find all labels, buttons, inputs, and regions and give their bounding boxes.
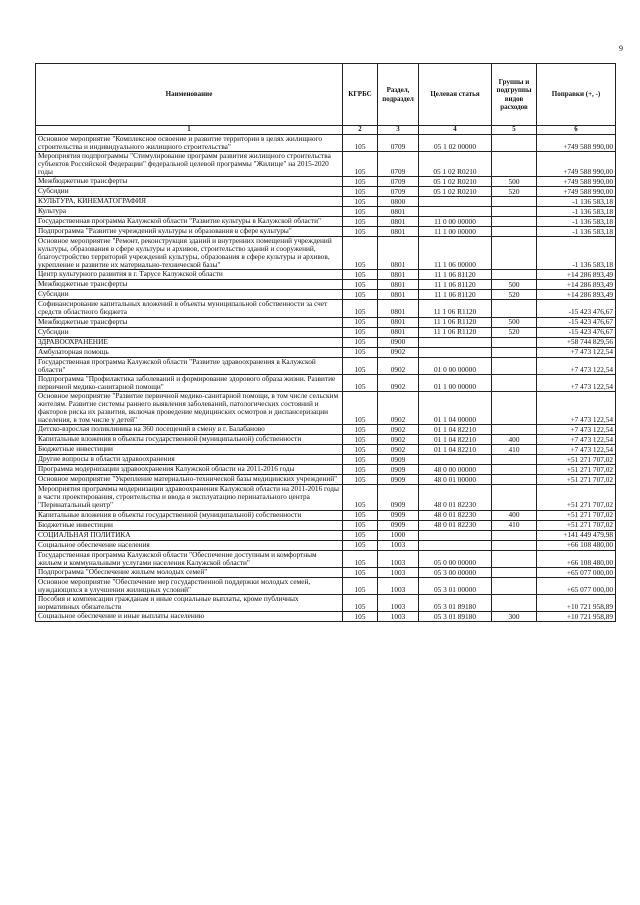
kgrbs-cell: 105 [343, 196, 378, 206]
table-row [36, 151, 616, 176]
amount-cell: +7 473 122,54 [537, 347, 616, 357]
gruppa-cell: 520 [492, 186, 537, 196]
tselevaya-statya-cell: 05 1 02 R0210 [419, 186, 492, 196]
amount-cell: -1 136 583,18 [537, 196, 616, 206]
kgrbs-cell: 105 [343, 485, 378, 510]
gruppa-cell [492, 357, 537, 374]
gruppa-cell [492, 134, 537, 151]
razdel-cell: 0902 [378, 435, 419, 445]
kgrbs-cell: 105 [343, 327, 378, 337]
tselevaya-statya-cell: 05 1 02 00000 [419, 134, 492, 151]
row-name-cell: Подпрограмма "Профилактика заболеваний и формирование здорового образа жизни. Развитие первичной медико-санитарной помощи" [36, 374, 343, 391]
table-row [36, 236, 616, 269]
amount-cell: +141 449 479,98 [537, 530, 616, 540]
kgrbs-cell: 105 [343, 176, 378, 186]
gruppa-cell: 410 [492, 445, 537, 455]
amount-cell: -15 423 476,67 [537, 317, 616, 327]
column-number: 4 [419, 126, 492, 135]
header-gruppy: Группы и подгруппы видов расходов [492, 64, 537, 126]
gruppa-cell: 300 [492, 612, 537, 622]
kgrbs-cell: 105 [343, 445, 378, 455]
razdel-cell: 0709 [378, 186, 419, 196]
amount-cell: +7 473 122,54 [537, 435, 616, 445]
amount-cell: +66 108 480,00 [537, 540, 616, 550]
tselevaya-statya-cell: 01 1 04 82210 [419, 435, 492, 445]
table-row [36, 612, 616, 622]
kgrbs-cell: 105 [343, 465, 378, 475]
row-name-cell: Основное мероприятие "Комплексное освоение и развитие территории в целях жилищного строительства и индивидуального жилищного строительства" [36, 134, 343, 151]
tselevaya-statya-cell: 01 1 04 82210 [419, 445, 492, 455]
row-name-cell: СОЦИАЛЬНАЯ ПОЛИТИКА [36, 530, 343, 540]
razdel-cell: 0801 [378, 226, 419, 236]
tselevaya-statya-cell [419, 196, 492, 206]
table-row [36, 445, 616, 455]
tselevaya-statya-cell: 11 1 06 81120 [419, 270, 492, 280]
gruppa-cell [492, 594, 537, 611]
gruppa-cell [492, 300, 537, 317]
kgrbs-cell: 105 [343, 594, 378, 611]
amount-cell: +7 473 122,54 [537, 374, 616, 391]
budget-amendments-table [35, 63, 616, 622]
amount-cell: +749 588 990,00 [537, 151, 616, 176]
table-row [36, 455, 616, 465]
gruppa-cell: 500 [492, 176, 537, 186]
razdel-cell: 0909 [378, 475, 419, 485]
table-row [36, 300, 616, 317]
tselevaya-statya-cell: 11 1 06 R1120 [419, 327, 492, 337]
razdel-cell: 0800 [378, 196, 419, 206]
tselevaya-statya-cell: 11 1 06 00000 [419, 236, 492, 269]
razdel-cell: 0902 [378, 425, 419, 435]
row-name-cell: Субсидии [36, 327, 343, 337]
row-name-cell: Культура [36, 206, 343, 216]
table-row [36, 567, 616, 577]
table-row [36, 550, 616, 567]
row-name-cell: Субсидии [36, 186, 343, 196]
row-name-cell: Межбюджетные трансферты [36, 280, 343, 290]
kgrbs-cell: 105 [343, 134, 378, 151]
tselevaya-statya-cell [419, 540, 492, 550]
razdel-cell: 0909 [378, 510, 419, 520]
table-row [36, 347, 616, 357]
tselevaya-statya-cell: 11 1 06 R1120 [419, 300, 492, 317]
kgrbs-cell: 105 [343, 425, 378, 435]
gruppa-cell [492, 206, 537, 216]
tselevaya-statya-cell: 01 1 00 00000 [419, 374, 492, 391]
tselevaya-statya-cell [419, 337, 492, 347]
tselevaya-statya-cell: 05 0 00 00000 [419, 550, 492, 567]
gruppa-cell [492, 485, 537, 510]
gruppa-cell [492, 550, 537, 567]
gruppa-cell [492, 425, 537, 435]
amount-cell: +749 588 990,00 [537, 134, 616, 151]
row-name-cell: Мероприятия подпрограммы "Стимулирование программ развития жилищного строительства субъектов Российской Федерации" федеральной целевой программы "Жилище" на 2015-2020 годы [36, 151, 343, 176]
kgrbs-cell: 105 [343, 151, 378, 176]
table-row [36, 134, 616, 151]
table-row [36, 317, 616, 327]
page-number: 9 [619, 44, 623, 53]
razdel-cell: 0709 [378, 134, 419, 151]
header-row [36, 64, 616, 126]
amount-cell: +51 271 707,02 [537, 485, 616, 510]
table-row [36, 337, 616, 347]
tselevaya-statya-cell: 01 0 00 00000 [419, 357, 492, 374]
razdel-cell: 0909 [378, 455, 419, 465]
row-name-cell: Основное мероприятие "Ремонт, реконструкция зданий и внутренних помещений учреждений культуры, образования в сфере культуры и архивов, строительство зданий и сооружений, благоустройство территорий учреждений культуры, образования в сфере культуры и архивов, укрепление и развитие их материально-технической базы" [36, 236, 343, 269]
table-row [36, 475, 616, 485]
tselevaya-statya-cell [419, 455, 492, 465]
header-kgrbs: КГРБС [343, 64, 378, 126]
row-name-cell: Основное мероприятие "Укрепление материально-технической базы медицинских учреждений" [36, 475, 343, 485]
razdel-cell: 0909 [378, 485, 419, 510]
row-name-cell: Субсидии [36, 290, 343, 300]
amount-cell: +51 271 707,02 [537, 520, 616, 530]
gruppa-cell: 400 [492, 510, 537, 520]
razdel-cell: 0902 [378, 391, 419, 424]
tselevaya-statya-cell: 48 0 01 82230 [419, 485, 492, 510]
column-number: 5 [492, 126, 537, 135]
column-number-row [36, 126, 616, 135]
gruppa-cell [492, 391, 537, 424]
razdel-cell: 1003 [378, 550, 419, 567]
table-row [36, 485, 616, 510]
amount-cell: +10 721 958,89 [537, 612, 616, 622]
row-name-cell: Другие вопросы в области здравоохранения [36, 455, 343, 465]
gruppa-cell: 520 [492, 290, 537, 300]
table-body [36, 134, 616, 622]
row-name-cell: Амбулаторная помощь [36, 347, 343, 357]
amount-cell: +51 271 707,02 [537, 455, 616, 465]
table-row [36, 290, 616, 300]
row-name-cell: Социальное обеспечение и иные выплаты населению [36, 612, 343, 622]
kgrbs-cell: 105 [343, 435, 378, 445]
razdel-cell: 1003 [378, 577, 419, 594]
amount-cell: +7 473 122,54 [537, 425, 616, 435]
row-name-cell: Пособия и компенсации гражданам и иные социальные выплаты, кроме публичных нормативных обязательств [36, 594, 343, 611]
razdel-cell: 1003 [378, 594, 419, 611]
kgrbs-cell: 105 [343, 337, 378, 347]
amount-cell: +51 271 707,02 [537, 510, 616, 520]
tselevaya-statya-cell: 11 1 06 81120 [419, 280, 492, 290]
kgrbs-cell: 105 [343, 317, 378, 327]
razdel-cell: 0902 [378, 445, 419, 455]
gruppa-cell [492, 374, 537, 391]
gruppa-cell: 400 [492, 435, 537, 445]
tselevaya-statya-cell [419, 347, 492, 357]
razdel-cell: 1000 [378, 530, 419, 540]
razdel-cell: 0801 [378, 236, 419, 269]
row-name-cell: Государственная программа Калужской области "Обеспечение доступным и комфортным жильем и коммунальными услугами населения Калужской области" [36, 550, 343, 567]
razdel-cell: 0801 [378, 327, 419, 337]
razdel-cell: 0801 [378, 317, 419, 327]
row-name-cell: Государственная программа Калужской области "Развитие здравоохранения в Калужской области" [36, 357, 343, 374]
kgrbs-cell: 105 [343, 577, 378, 594]
column-number: 1 [36, 126, 343, 135]
table-row [36, 520, 616, 530]
kgrbs-cell: 105 [343, 206, 378, 216]
column-number: 6 [537, 126, 616, 135]
gruppa-cell: 520 [492, 327, 537, 337]
kgrbs-cell: 105 [343, 186, 378, 196]
gruppa-cell [492, 216, 537, 226]
kgrbs-cell: 105 [343, 216, 378, 226]
table-row [36, 594, 616, 611]
kgrbs-cell: 105 [343, 300, 378, 317]
gruppa-cell [492, 196, 537, 206]
amount-cell: +7 473 122,54 [537, 445, 616, 455]
tselevaya-statya-cell: 11 1 06 81120 [419, 290, 492, 300]
razdel-cell: 0801 [378, 280, 419, 290]
column-number: 2 [343, 126, 378, 135]
tselevaya-statya-cell: 48 0 01 82230 [419, 520, 492, 530]
row-name-cell: Софинансирование капитальных вложений в объекты муниципальной собственности за счет средств областного бюджета [36, 300, 343, 317]
tselevaya-statya-cell: 11 1 00 00000 [419, 226, 492, 236]
amount-cell: +58 744 829,56 [537, 337, 616, 347]
row-name-cell: Государственная программа Калужской области "Развитие культуры в Калужской области" [36, 216, 343, 226]
gruppa-cell: 500 [492, 280, 537, 290]
table-row [36, 435, 616, 445]
header-popravki: Поправки (+, -) [537, 64, 616, 126]
tselevaya-statya-cell: 05 3 01 89180 [419, 594, 492, 611]
row-name-cell: Подпрограмма "Развитие учреждений культуры и образования в сфере культуры" [36, 226, 343, 236]
razdel-cell: 0900 [378, 337, 419, 347]
row-name-cell: Мероприятия программы модернизации здравоохранения Калужской области на 2011-2016 годы в части проектирования, строительства и ввода в эксплуатацию перинатального центра "Перинатальный центр" [36, 485, 343, 510]
razdel-cell: 0801 [378, 270, 419, 280]
amount-cell: +66 108 480,00 [537, 550, 616, 567]
tselevaya-statya-cell [419, 530, 492, 540]
razdel-cell: 0909 [378, 520, 419, 530]
kgrbs-cell: 105 [343, 455, 378, 465]
header-name: Наименование [36, 64, 343, 126]
tselevaya-statya-cell: 48 0 01 00000 [419, 475, 492, 485]
kgrbs-cell: 105 [343, 280, 378, 290]
razdel-cell: 0801 [378, 216, 419, 226]
kgrbs-cell: 105 [343, 347, 378, 357]
kgrbs-cell: 105 [343, 567, 378, 577]
table-row [36, 280, 616, 290]
table-row [36, 510, 616, 520]
gruppa-cell: 410 [492, 520, 537, 530]
row-name-cell: Капитальные вложения в объекты государственной (муниципальной) собственности [36, 510, 343, 520]
kgrbs-cell: 105 [343, 374, 378, 391]
table-row [36, 425, 616, 435]
razdel-cell: 1003 [378, 540, 419, 550]
column-number: 3 [378, 126, 419, 135]
kgrbs-cell: 105 [343, 530, 378, 540]
kgrbs-cell: 105 [343, 226, 378, 236]
amount-cell: +749 588 990,00 [537, 176, 616, 186]
gruppa-cell [492, 540, 537, 550]
gruppa-cell [492, 347, 537, 357]
razdel-cell: 0801 [378, 290, 419, 300]
kgrbs-cell: 105 [343, 520, 378, 530]
razdel-cell: 0709 [378, 151, 419, 176]
razdel-cell: 0801 [378, 206, 419, 216]
kgrbs-cell: 105 [343, 612, 378, 622]
row-name-cell: Социальное обеспечение населения [36, 540, 343, 550]
gruppa-cell: 500 [492, 317, 537, 327]
tselevaya-statya-cell: 48 0 01 82230 [419, 510, 492, 520]
row-name-cell: КУЛЬТУРА, КИНЕМАТОГРАФИЯ [36, 196, 343, 206]
tselevaya-statya-cell: 05 1 02 R0210 [419, 176, 492, 186]
table-row [36, 530, 616, 540]
amount-cell: +65 077 000,00 [537, 577, 616, 594]
kgrbs-cell: 105 [343, 357, 378, 374]
kgrbs-cell: 105 [343, 270, 378, 280]
table-row [36, 327, 616, 337]
table-row [36, 357, 616, 374]
kgrbs-cell: 105 [343, 540, 378, 550]
table-row [36, 206, 616, 216]
razdel-cell: 0902 [378, 347, 419, 357]
gruppa-cell [492, 465, 537, 475]
row-name-cell: Капитальные вложения в объекты государственной (муниципальной) собственности [36, 435, 343, 445]
tselevaya-statya-cell: 01 1 04 00000 [419, 391, 492, 424]
row-name-cell: Межбюджетные трансферты [36, 176, 343, 186]
row-name-cell: ЗДРАВООХРАНЕНИЕ [36, 337, 343, 347]
row-name-cell: Центр культурного развития в г. Тарусе Калужской области [36, 270, 343, 280]
amount-cell: +7 473 122,54 [537, 357, 616, 374]
tselevaya-statya-cell: 48 0 00 00000 [419, 465, 492, 475]
header-razdel: Раздел, подраздел [378, 64, 419, 126]
gruppa-cell [492, 337, 537, 347]
table-row [36, 374, 616, 391]
table-row [36, 465, 616, 475]
razdel-cell: 1003 [378, 567, 419, 577]
kgrbs-cell: 105 [343, 391, 378, 424]
table-row [36, 391, 616, 424]
table-row [36, 540, 616, 550]
kgrbs-cell: 105 [343, 290, 378, 300]
gruppa-cell [492, 236, 537, 269]
amount-cell: -1 136 583,18 [537, 226, 616, 236]
row-name-cell: Подпрограмма "Обеспечение жильем молодых семей" [36, 567, 343, 577]
amount-cell: +14 286 893,49 [537, 290, 616, 300]
razdel-cell: 0902 [378, 374, 419, 391]
tselevaya-statya-cell [419, 206, 492, 216]
amount-cell: +14 286 893,49 [537, 280, 616, 290]
table-row [36, 216, 616, 226]
tselevaya-statya-cell: 11 1 06 R1120 [419, 317, 492, 327]
amount-cell: +51 271 707,02 [537, 475, 616, 485]
table-row [36, 176, 616, 186]
tselevaya-statya-cell: 05 3 01 00000 [419, 577, 492, 594]
razdel-cell: 1003 [378, 612, 419, 622]
tselevaya-statya-cell: 01 1 04 82210 [419, 425, 492, 435]
table-row [36, 226, 616, 236]
table-row [36, 270, 616, 280]
gruppa-cell [492, 151, 537, 176]
row-name-cell: Основное мероприятие "Обеспечение мер государственной поддержки молодых семей, нуждающихся в улучшении жилищных условий" [36, 577, 343, 594]
row-name-cell: Бюджетные инвестиции [36, 520, 343, 530]
amount-cell: -15 423 476,67 [537, 300, 616, 317]
amount-cell: -15 423 476,67 [537, 327, 616, 337]
row-name-cell: Детско-взрослая поликлиника на 360 посещений в смену в г. Балабаново [36, 425, 343, 435]
row-name-cell: Межбюджетные трансферты [36, 317, 343, 327]
table-row [36, 196, 616, 206]
amount-cell: -1 136 583,18 [537, 206, 616, 216]
row-name-cell: Бюджетные инвестиции [36, 445, 343, 455]
gruppa-cell [492, 577, 537, 594]
kgrbs-cell: 105 [343, 510, 378, 520]
razdel-cell: 0709 [378, 176, 419, 186]
amount-cell: +65 077 000,00 [537, 567, 616, 577]
kgrbs-cell: 105 [343, 236, 378, 269]
razdel-cell: 0909 [378, 465, 419, 475]
header-tselevaya-statya: Целевая статья [419, 64, 492, 126]
amount-cell: +7 473 122,54 [537, 391, 616, 424]
gruppa-cell [492, 567, 537, 577]
razdel-cell: 0801 [378, 300, 419, 317]
kgrbs-cell: 105 [343, 550, 378, 567]
gruppa-cell [492, 475, 537, 485]
gruppa-cell [492, 226, 537, 236]
razdel-cell: 0902 [378, 357, 419, 374]
row-name-cell: Программа модернизации здравоохранения Калужской области на 2011-2016 годы [36, 465, 343, 475]
table-row [36, 186, 616, 196]
tselevaya-statya-cell: 05 3 00 00000 [419, 567, 492, 577]
row-name-cell: Основное мероприятие "Развитие первичной медико-санитарной помощи, в том числе сельским жителям. Развитие системы раннего выявления заболеваний, патологических состояний и факторов риска их развития, включая проведение медицинских осмотров и диспансеризации населения, в том числе у детей" [36, 391, 343, 424]
gruppa-cell [492, 455, 537, 465]
tselevaya-statya-cell: 05 3 01 89180 [419, 612, 492, 622]
gruppa-cell [492, 530, 537, 540]
table-row [36, 577, 616, 594]
amount-cell: +10 721 958,89 [537, 594, 616, 611]
gruppa-cell [492, 270, 537, 280]
amount-cell: +749 588 990,00 [537, 186, 616, 196]
tselevaya-statya-cell: 05 1 02 R0210 [419, 151, 492, 176]
kgrbs-cell: 105 [343, 475, 378, 485]
tselevaya-statya-cell: 11 0 00 00000 [419, 216, 492, 226]
amount-cell: -1 136 583,18 [537, 236, 616, 269]
amount-cell: +14 286 893,49 [537, 270, 616, 280]
amount-cell: -1 136 583,18 [537, 216, 616, 226]
amount-cell: +51 271 707,02 [537, 465, 616, 475]
